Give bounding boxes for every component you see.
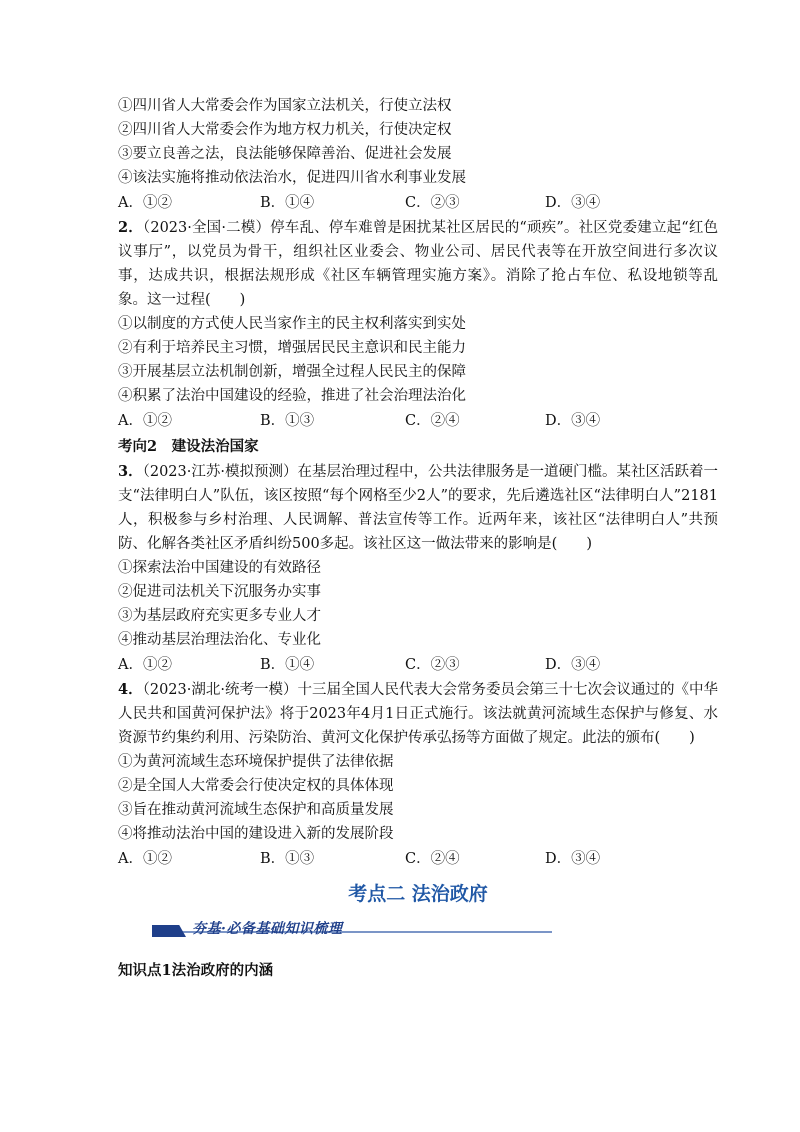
q4-choice-a: A．①② <box>118 851 172 867</box>
q2-option-4: ④积累了法治中国建设的经验，推进了社会治理法治化 <box>118 388 466 404</box>
q1-option-2: ②四川省人大常委会作为地方权力机关，行使决定权 <box>118 122 452 138</box>
q3-number: 3． <box>118 463 143 480</box>
q3-choice-a: A．①② <box>118 657 172 673</box>
knowledge-point-heading: 知识点1法治政府的内涵 <box>118 962 274 979</box>
q2-choice-c: C．②④ <box>405 413 460 429</box>
q2-choice-d: D．③④ <box>545 413 601 429</box>
q2-number: 2． <box>118 219 143 236</box>
q2-choice-a: A．①② <box>118 413 172 429</box>
q1-options <box>118 94 718 190</box>
banner-block-icon <box>152 925 186 937</box>
q2-option-1: ①以制度的方式使人民当家作主的民主权利落实到实处 <box>118 316 466 332</box>
q4-choice-b: B．①③ <box>260 851 315 867</box>
q4-text: （2023·湖北·统考一模）十三届全国人民代表大会常务委员会第三十七次会议通过的《中华人民共和国黄河保护法》将于2023年4月1日正式施行。该法就黄河流域生态保护与修复、水资源节约集约利用、污染防治、黄河文化保护传承弘扬等方面做了规定。此法的颁布( ) <box>118 682 718 746</box>
q4-stem <box>118 678 718 750</box>
q1-option-4: ④该法实施将推动依法治水，促进四川省水利事业发展 <box>118 170 466 186</box>
q4-number: 4． <box>118 681 143 698</box>
q1-choice-b: B．①④ <box>260 195 315 211</box>
q4-choice-d: D．③④ <box>545 851 601 867</box>
q4-option-3: ③旨在推动黄河流域生态保护和高质量发展 <box>118 802 394 818</box>
section-title: 考点二 法治政府 <box>348 883 488 905</box>
q1-option-1: ①四川省人大常委会作为国家立法机关，行使立法权 <box>118 98 452 114</box>
q4-option-4: ④将推动法治中国的建设进入新的发展阶段 <box>118 826 394 842</box>
q3-option-2: ②促进司法机关下沉服务办实事 <box>118 584 321 600</box>
q1-choice-c: C．②③ <box>405 195 460 211</box>
q3-choices <box>118 652 718 678</box>
q2-option-3: ③开展基层立法机制创新，增强全过程人民民主的保障 <box>118 364 466 380</box>
q4-option-2: ②是全国人大常委会行使决定权的具体体现 <box>118 778 394 794</box>
q3-text: （2023·江苏·模拟预测）在基层治理过程中，公共法律服务是一道硬门槛。某社区活跃着一支“法律明白人”队伍，该区按照“每个网格至少2人”的要求，先后遴选社区“法律明白人”2181人，积极参与乡村治理、人民调解、普法宣传等工作。近两年来，该社区“法律明白人”共预防、化解各类社区矛盾纠纷500多起。该社区这一做法带来的影响是( ) <box>118 464 718 552</box>
q3-choice-c: C．②③ <box>405 657 460 673</box>
document-page <box>118 94 718 988</box>
q1-option-3: ③要立良善之法，良法能够保障善治、促进社会发展 <box>118 146 452 162</box>
banner-text: 夯基·必备基础知识梳理 <box>192 921 343 937</box>
q4-choice-c: C．②④ <box>405 851 460 867</box>
subsection-heading: 考向2 建设法治国家 <box>118 438 259 455</box>
q2-option-2: ②有利于培养民主习惯，增强居民民主意识和民主能力 <box>118 340 466 356</box>
q4-option-1: ①为黄河流域生态环境保护提供了法律依据 <box>118 754 394 770</box>
q1-choice-a: A．①② <box>118 195 172 211</box>
q3-choice-d: D．③④ <box>545 657 601 673</box>
q3-choice-b: B．①④ <box>260 657 315 673</box>
q3-stem <box>118 460 718 556</box>
q3-option-3: ③为基层政府充实更多专业人才 <box>118 608 321 624</box>
q2-choices <box>118 408 718 434</box>
q1-choices <box>118 190 718 216</box>
q1-choice-d: D．③④ <box>545 195 601 211</box>
q3-option-4: ④推动基层治理法治化、专业化 <box>118 632 321 648</box>
q2-stem <box>118 216 718 312</box>
q4-choices <box>118 846 718 872</box>
q2-choice-b: B．①③ <box>260 413 315 429</box>
section-banner <box>118 916 718 946</box>
q3-option-1: ①探索法治中国建设的有效路径 <box>118 560 321 576</box>
q2-text: （2023·全国·二模）停车乱、停车难曾是困扰某社区居民的“顽疾”。社区党委建立起“红色议事厅”，以党员为骨干，组织社区业委会、物业公司、居民代表等在开放空间进行多次议事，达成共识，根据法规形成《社区车辆管理实施方案》。消除了抢占车位、私设地锁等乱象。这一过程( ) <box>118 220 718 308</box>
